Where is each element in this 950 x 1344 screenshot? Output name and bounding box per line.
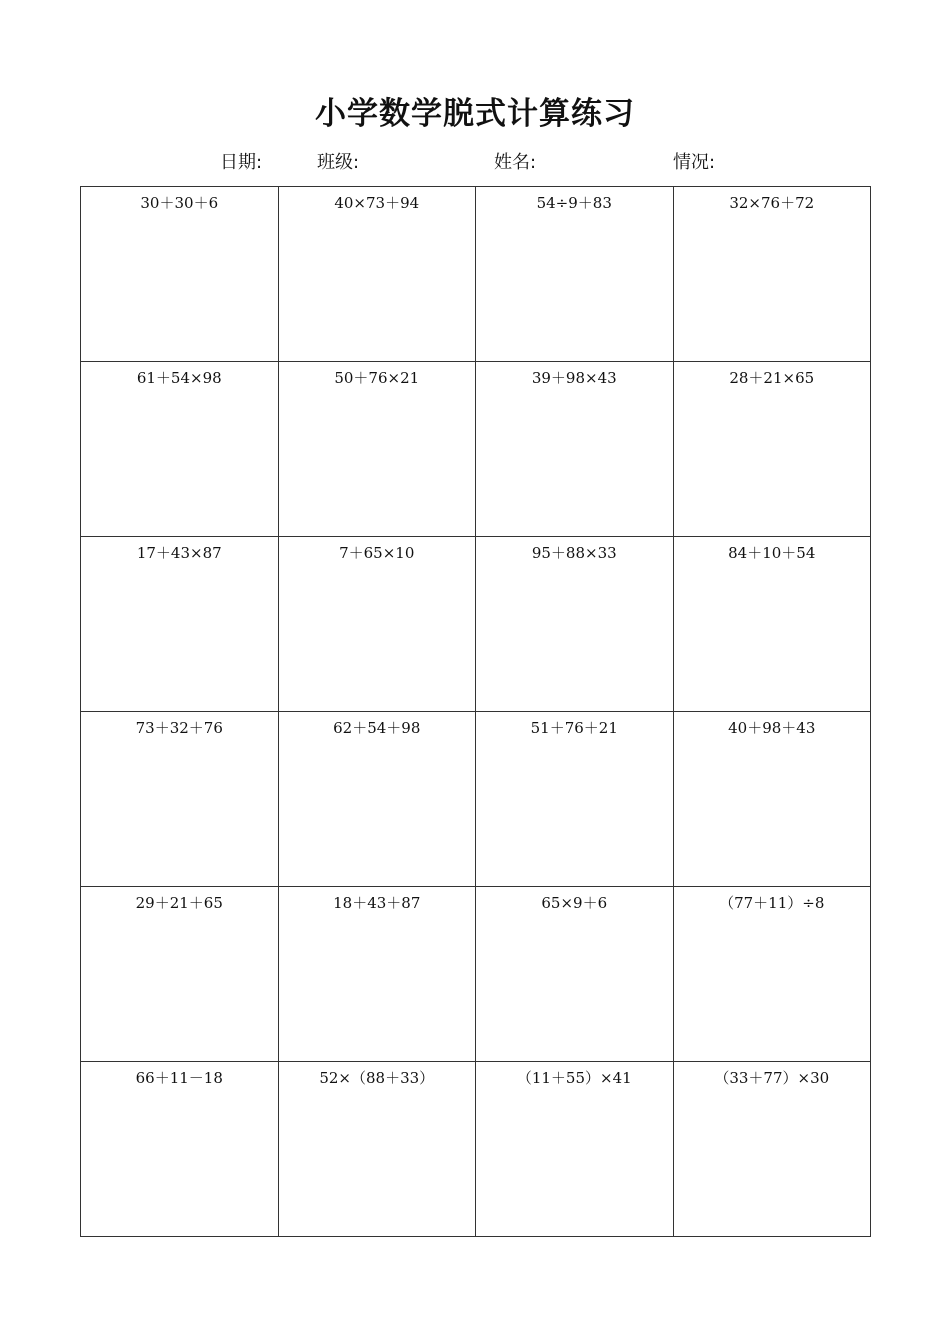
problem-expression: 73＋32＋76 xyxy=(135,719,223,737)
problem-expression: 30＋30＋6 xyxy=(140,194,219,212)
problem-cell xyxy=(279,362,477,537)
problem-expression: （11＋55）×41 xyxy=(516,1069,632,1087)
problem-cell xyxy=(279,1062,477,1237)
problem-expression: 54÷9＋83 xyxy=(536,194,612,212)
problem-expression: 32×76＋72 xyxy=(729,194,815,212)
problem-expression: 17＋43×87 xyxy=(136,544,222,562)
problem-expression: 95＋88×33 xyxy=(531,544,617,562)
problem-cell xyxy=(81,1062,279,1237)
problem-expression: 61＋54×98 xyxy=(136,369,222,387)
problem-expression: （77＋11）÷8 xyxy=(719,894,825,912)
problem-expression: 65×9＋6 xyxy=(541,894,608,912)
status-label: 情况: xyxy=(673,152,716,173)
problem-cell xyxy=(476,362,674,537)
problem-cell xyxy=(476,1062,674,1237)
problem-cell xyxy=(279,537,477,712)
problem-cell xyxy=(674,187,872,362)
problem-expression: 84＋10＋54 xyxy=(728,544,816,562)
problem-expression: 39＋98×43 xyxy=(531,369,617,387)
class-label: 班级: xyxy=(317,152,360,173)
problem-cell xyxy=(476,537,674,712)
problem-expression: 29＋21＋65 xyxy=(135,894,223,912)
worksheet-title: 小学数学脱式计算练习 xyxy=(315,96,635,132)
problem-cell xyxy=(674,1062,872,1237)
problem-expression: 7＋65×10 xyxy=(339,544,415,562)
problem-expression: 40＋98＋43 xyxy=(728,719,816,737)
problem-cell xyxy=(279,187,477,362)
problem-expression: 18＋43＋87 xyxy=(333,894,421,912)
problem-expression: 62＋54＋98 xyxy=(333,719,421,737)
problem-expression: 40×73＋94 xyxy=(334,194,420,212)
problem-cell xyxy=(476,887,674,1062)
problem-expression: 28＋21×65 xyxy=(729,369,815,387)
problem-expression: 51＋76＋21 xyxy=(530,719,618,737)
problem-grid xyxy=(80,186,871,1237)
problem-cell xyxy=(81,187,279,362)
problem-cell xyxy=(674,362,872,537)
problem-cell xyxy=(81,712,279,887)
date-label: 日期: xyxy=(220,152,263,173)
problem-cell xyxy=(279,712,477,887)
problem-expression: 52×（88＋33） xyxy=(319,1069,435,1087)
name-label: 姓名: xyxy=(494,152,537,173)
problem-expression: （33＋77）×30 xyxy=(714,1069,830,1087)
problem-cell xyxy=(674,887,872,1062)
problem-cell xyxy=(279,887,477,1062)
problem-cell xyxy=(674,537,872,712)
problem-cell xyxy=(674,712,872,887)
problem-cell xyxy=(476,712,674,887)
problem-expression: 50＋76×21 xyxy=(334,369,420,387)
problem-expression: 66＋11－18 xyxy=(135,1069,223,1087)
problem-cell xyxy=(81,537,279,712)
problem-cell xyxy=(81,887,279,1062)
problem-cell xyxy=(81,362,279,537)
problem-cell xyxy=(476,187,674,362)
